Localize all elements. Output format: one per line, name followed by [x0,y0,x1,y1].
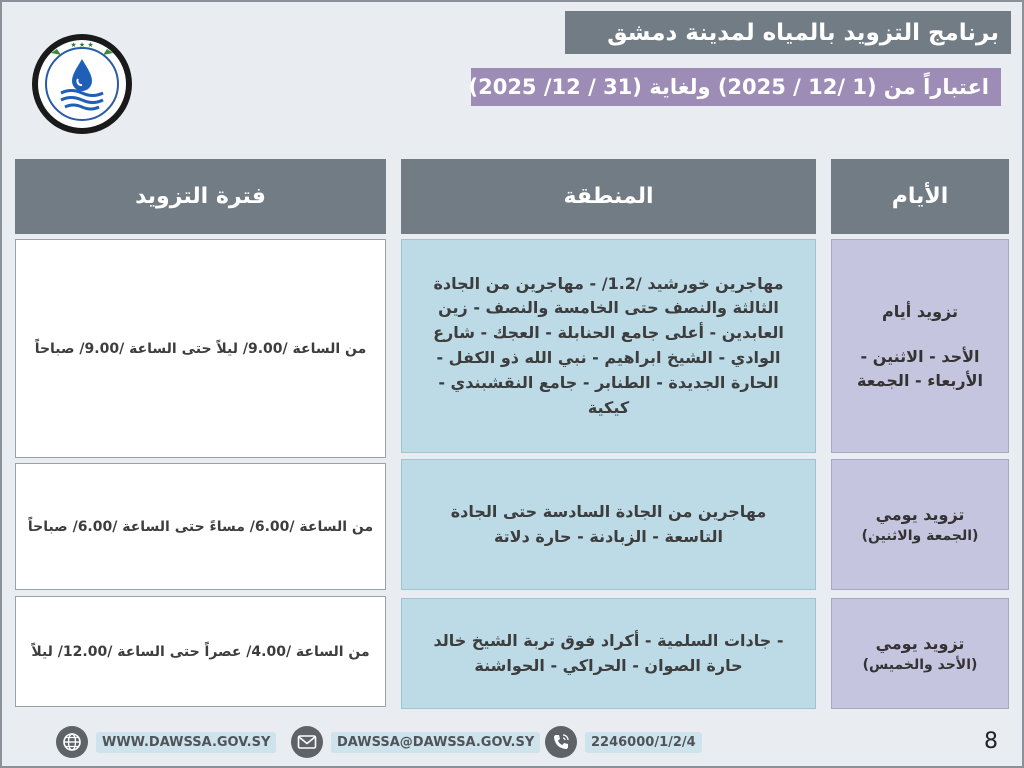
footer-phone[interactable] [545,726,702,758]
row-2-period: من الساعة /6.00/ مساءً حتى الساعة /6.00/ صباحاً [15,463,386,590]
row-2-days-title: تزويد يومي [875,504,965,524]
footer-email[interactable] [291,726,540,758]
website-text[interactable]: WWW.DAWSSA.GOV.SY [96,732,276,753]
row-3-days-title: تزويد يومي [875,633,965,653]
row-2-area: مهاجرين من الجادة السادسة حتى الجادة التاسعة - الزبادنة - حارة دلاتة [401,459,816,590]
phone-icon [545,726,577,758]
row-1-days-title: تزويد أيام [882,302,958,322]
page-number: 8 [984,729,998,754]
header-period: فترة التزويد [15,159,386,234]
row-1-days-detail: الأحد - الاثنين - الأربعاء - الجمعة [856,347,984,390]
date-range: اعتباراً من (1 /12 / 2025) ولغاية (31 / 12/ 2025) [471,68,1001,106]
svg-text:★ ★ ★: ★ ★ ★ [70,41,94,49]
row-2-days-detail: (الجمعة والاثنين) [861,527,979,544]
header-days: الأيام [831,159,1009,234]
globe-icon [56,726,88,758]
mail-icon [291,726,323,758]
row-1-period: من الساعة /9.00/ ليلاً حتى الساعة /9.00/ صباحاً [15,239,386,458]
row-1-days [831,239,1009,453]
row-2-days [831,459,1009,590]
page-title: برنامج التزويد بالمياه لمدينة دمشق [565,11,1011,54]
row-1-area: مهاجرين خورشيد /1.2/ - مهاجرين من الجادة الثالثة والنصف حتى الخامسة والنصف - زين العابدين - أعلى جامع الحنابلة - العجك - شارع الوادي - الشيخ ابراهيم - نبي الله ذو الكفل - الحارة الجديدة - الطنابر - جامع النقشبندي - كيكية [401,239,816,453]
header-area: المنطقة [401,159,816,234]
row-3-days [831,598,1009,709]
row-3-days-detail: (الأحد والخميس) [862,656,978,673]
footer-website[interactable] [56,726,276,758]
row-3-area: - جادات السلمية - أكراد فوق تربة الشيخ خالد حارة الصوان - الحراكي - الحواشنة [401,598,816,709]
phone-text[interactable]: 2246000/1/2/4 [585,732,702,753]
dawssa-logo [31,33,133,135]
email-text[interactable]: DAWSSA@DAWSSA.GOV.SY [331,732,540,753]
row-3-period: من الساعة /4.00/ عصراً حتى الساعة /12.00/ ليلاً [15,596,386,707]
